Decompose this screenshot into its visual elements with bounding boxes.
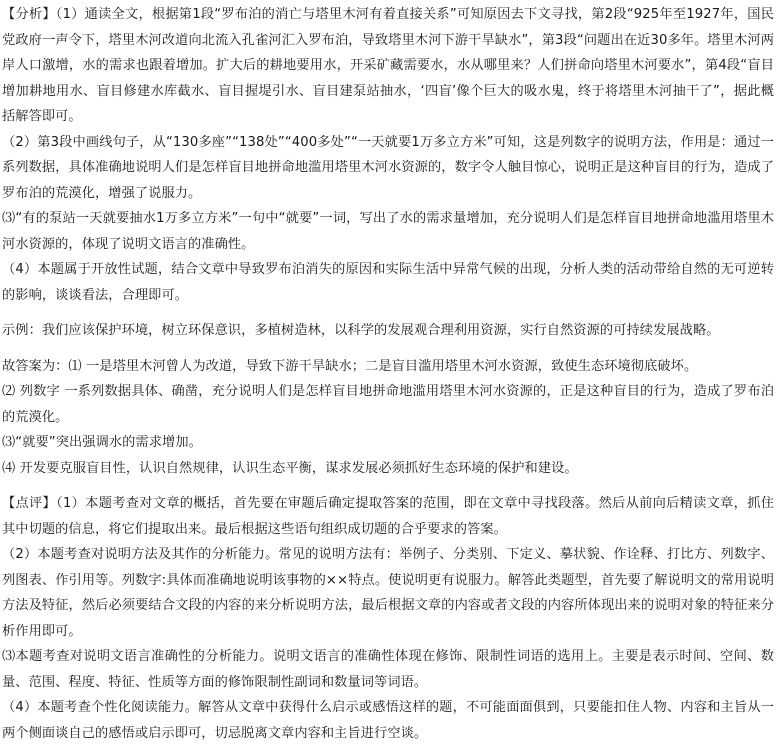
spacer (2, 308, 774, 318)
answer-line-2: ⑵ 列数字 一系列数据具体、确凿，充分说明人们是怎样盲目地拼命地滥用塔里木河水资源的，正是这种盲目的行为，造成了罗布泊的荒漠化。 (2, 384, 774, 425)
comment-paragraph-1 (2, 491, 774, 542)
answer-line-1: 故答案为：⑴ 一是塔里木河曾人为改道，导致下游干旱缺水；二是盲目滥用塔里木河水资源，致使生态环境彻底破坏。 (2, 358, 698, 374)
comment-paragraph-3: ⑶本题考查对说明文语言准确性的分析能力。说明文语言的准确性体现在修饰、限制性词语的选用上。主要是表示时间、空间、数量、范围、程度、特征、性质等方面的修饰限制性副词和数量词等词语。 (2, 649, 774, 690)
analysis-paragraph-3: ⑶“有的泵站一天就要抽水1万多立方米”一句中“就要”一词，写出了水的需求量增加，充分说明人们是怎样盲目地拼命地滥用塔里木河水资源的，体现了说明文语言的准确性。 (2, 211, 774, 252)
answer-line-3: ⑶“就要”突出强调水的需求增加。 (2, 435, 202, 450)
comment-text-1: （1）本题考查对文章的概括，首先要在审题后确定提取答案的范围，即在文章中寻找段落。然后从前向后精读文章，抓住其中切题的信息，将它们提取出来。最后根据这些语句组织成切题的合乎要求的答案。 (2, 496, 774, 537)
spacer (2, 481, 774, 491)
comment-paragraph-4: （4）本题考查个性化阅读能力。解答从文章中获得什么启示或感悟这样的题，不可能面面俱到，只要能扣住人物、内容和主旨从一两个侧面谈自己的感悟或启示即可，切忌脱离文章内容和主旨进行空谈。 (2, 700, 774, 741)
spacer (2, 344, 774, 354)
analysis-paragraph-1 (2, 2, 774, 130)
analysis-paragraph-4: （4）本题属于开放性试题，结合文章中导致罗布泊消失的原因和实际生活中异常气候的出现，分析人类的活动带给自然的无可逆转的影响，谈谈看法，合理即可。 (2, 262, 774, 303)
analysis-text-1: （1）通读全文，根据第1段“罗布泊的消亡与塔里木河有着直接关系”可知原因去下文寻找，第2段“925年至1927年，国民党政府一声令下，塔里木河改道向北流入孔雀河汇入罗布泊，导致塔里木河下游干旱缺水”，第3段“问题出在近30多年。塔里木河两岸人口激增，水的需求也跟着增加。扩大后的耕地要用水，开采矿藏需要水，水从哪里来？人们拼命向塔里木河要水”，第4段“盲目增加耕地用水、盲目修建水库截水、盲目握堤引水、盲目建泵站抽水，‘四盲’像个巨大的吸水鬼，终于将塔里木河抽干了”，据此概括解答即可。 (2, 7, 774, 124)
analysis-tag: 【分析】 (2, 7, 56, 22)
comment-paragraph-2: （2）本题考查对说明方法及其作的分析能力。常见的说明方法有：举例子、分类别、下定义、摹状貌、作诠释、打比方、列数字、列图表、作引用等。列数字:具体而准确地说明该事物的××特点。使说明更有说服力。解答此类题型，首先要了解说明文的常用说明方法及特征，然后必须要结合文段的内容的来分析说明方法，最后根据文章的内容或者文段的内容所体现出来的说明对象的特征来分析作用即可。 (2, 547, 774, 639)
comment-tag: 【点评】 (2, 496, 57, 511)
answer-line-4: ⑷ 开发要克服盲目性，认识自然规律，认识生态平衡，谋求发展必须抓好生态环境的保护和建设。 (2, 460, 578, 476)
analysis-paragraph-2: （2）第3段中画线句子，从“130多座”“138处”“400多处”“一天就要1万多立方米”可知，这是列数字的说明方法，作用是：通过一系列数据，具体准确地说明人们是怎样盲目地拼命地滥用塔里木河水资源的，数字令人触目惊心，说明正是这种盲目的行为，造成了罗布泊的荒漠化，增强了说服力。 (2, 134, 774, 201)
example-paragraph: 示例：我们应该保护环境，树立环保意识，多植树造林，以科学的发展观合理利用资源，实行自然资源的可持续发展战略。 (2, 323, 720, 338)
